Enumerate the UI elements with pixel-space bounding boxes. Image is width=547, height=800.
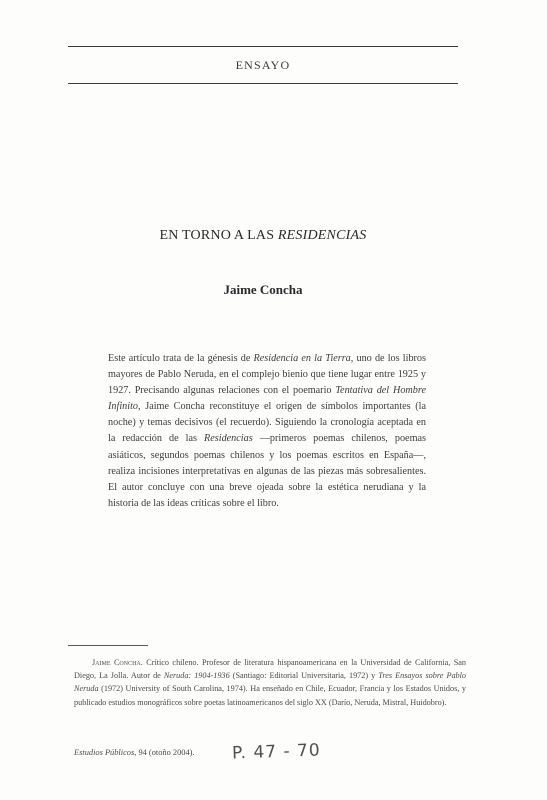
footnote-italic-title: Tres Ensayos sobre Pablo Neruda bbox=[74, 671, 466, 694]
handwritten-page-range: P. 47 - 70 bbox=[231, 740, 321, 764]
footnote-rule bbox=[68, 645, 148, 646]
article-title-prefix: EN TORNO A LAS bbox=[159, 228, 278, 243]
footnote-author-name: Jaime Concha bbox=[92, 658, 141, 667]
abstract-text: , uno de los libros mayores de Pablo Neruda, en el complejo bienio que tiene lugar entre 1925 y 1927. Precisando algunas relaciones con el poemario bbox=[108, 353, 426, 397]
footnote-text: (1972) University of South Carolina, 1974). Ha enseñado en Chile, Ecuador, Francia y los Estados Unidos, y publicado estudios monográficos sobre poetas latinoamericanos del siglo XX (Darío, Neruda, Mistral, Huidobro). bbox=[74, 684, 466, 707]
abstract-text: Este artículo trata de la génesis de bbox=[108, 353, 254, 364]
journal-issue: , 94 (otoño 2004). bbox=[134, 748, 195, 757]
abstract-italic-title: Residencias bbox=[204, 433, 253, 445]
header-bottom-rule bbox=[68, 83, 458, 84]
header-top-rule bbox=[68, 46, 458, 47]
footnote-italic-title: Neruda: 1904-1936 bbox=[163, 671, 230, 681]
abstract-italic-title: Tentativa del Hombre Infinito bbox=[108, 385, 426, 413]
article-title-italic: RESIDENCIAS bbox=[277, 228, 367, 243]
section-label: ENSAYO bbox=[235, 58, 291, 72]
abstract-italic-title: Residencia en la Tierra bbox=[253, 353, 351, 364]
abstract-paragraph bbox=[108, 351, 426, 512]
article-title bbox=[60, 228, 466, 244]
footnote-text: . Crítico chileno. Profesor de literatura hispanoamericana en la Universidad de California, San Diego, La Jolla. Autor de bbox=[74, 658, 467, 681]
abstract-text: —primeros poemas chilenos, poemas asiáticos, segundos poemas chilenos y los poemas escritos en España—, realiza incisiones interpretativas en algunas de las piezas más sobresalientes. El autor concluye con una breve ojeada sobre la estética nerudiana y la historia de las ideas críticas sobre el libro. bbox=[108, 433, 426, 509]
author-footnote bbox=[74, 656, 466, 709]
journal-name: Estudios Públicos bbox=[74, 748, 135, 757]
footnote-text: (Santiago: Editorial Universitaria, 1972) y bbox=[229, 671, 379, 681]
journal-citation bbox=[74, 748, 195, 757]
article-author: Jaime Concha bbox=[223, 282, 303, 297]
abstract-text: , Jaime Concha reconstituye el origen de símbolos importantes (la noche) y temas decisivos (el recuerdo). Siguiendo la cronología aceptada en la redacción de las bbox=[108, 401, 426, 445]
